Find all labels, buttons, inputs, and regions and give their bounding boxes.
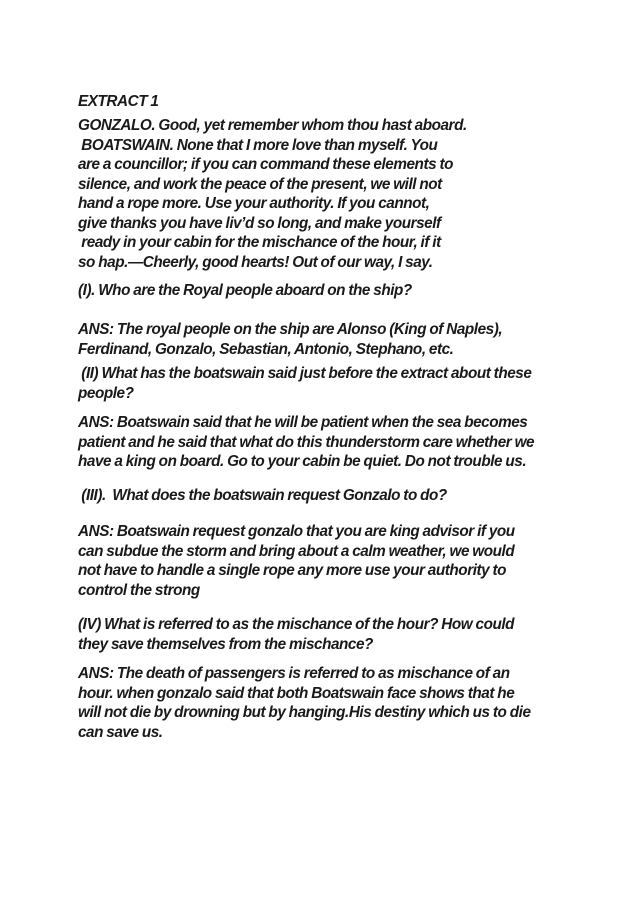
passage-line: so hap.—Cheerly, good hearts! Out of our way, I say.: [78, 253, 433, 271]
passage-line: hand a rope more. Use your authority. If you cannot,: [78, 195, 430, 212]
answer-line: have a king on board. Go to your cabin be quiet. Do not trouble us.: [78, 453, 527, 470]
passage-line: silence, and work the peace of the present, we will not: [78, 175, 442, 193]
extract-passage: [78, 116, 598, 272]
question-line: they save themselves from the mischance?: [78, 635, 373, 653]
answer-4: [78, 664, 598, 742]
passage-line: BOATSWAIN. None that I more love than myself. You: [78, 136, 438, 154]
question-2: [78, 364, 598, 403]
question-1: [78, 281, 598, 301]
question-line: (III). What does the boatswain request Gonzalo to do?: [78, 487, 447, 504]
question-line: (IV) What is referred to as the mischance of the hour? How could: [78, 616, 515, 633]
answer-line: patient and he said that what do this thunderstorm care whether we: [78, 433, 535, 451]
answer-line: control the strong: [78, 581, 200, 599]
passage-line: GONZALO. Good, yet remember whom thou hast aboard.: [78, 117, 467, 134]
answer-line: ANS: The death of passengers is referred to as mischance of an: [78, 665, 510, 682]
answer-line: can save us.: [78, 723, 163, 741]
answer-line: ANS: Boatswain request gonzalo that you are king advisor if you: [78, 523, 515, 540]
answer-line: Ferdinand, Gonzalo, Sebastian, Antonio, Stephano, etc.: [78, 340, 454, 358]
answer-2: [78, 413, 598, 472]
passage-line: give thanks you have liv’d so long, and make yourself: [78, 214, 441, 232]
question-4: [78, 615, 598, 654]
heading-line: EXTRACT 1: [78, 93, 159, 110]
question-3: [78, 486, 598, 506]
answer-line: hour. when gonzalo said that both Boatswain face shows that he: [78, 684, 515, 702]
question-line: (II) What has the boatswain said just before the extract about these: [78, 365, 532, 382]
answer-line: can subdue the storm and bring about a calm weather, we would: [78, 542, 515, 560]
answer-line: ANS: The royal people on the ship are Alonso (King of Naples),: [78, 321, 503, 338]
answer-3: [78, 522, 598, 600]
extract-heading: [78, 92, 598, 112]
answer-line: not have to handle a single rope any more use your authority to: [78, 562, 507, 579]
answer-1: [78, 320, 598, 359]
answer-line: ANS: Boatswain said that he will be patient when the sea becomes: [78, 414, 528, 431]
passage-line: are a councillor; if you can command these elements to: [78, 156, 453, 173]
answer-line: will not die by drowning but by hanging.His destiny which us to die: [78, 704, 531, 721]
question-line: (I). Who are the Royal people aboard on the ship?: [78, 282, 412, 299]
question-line: people?: [78, 384, 134, 402]
passage-line: ready in your cabin for the mischance of the hour, if it: [78, 234, 441, 251]
